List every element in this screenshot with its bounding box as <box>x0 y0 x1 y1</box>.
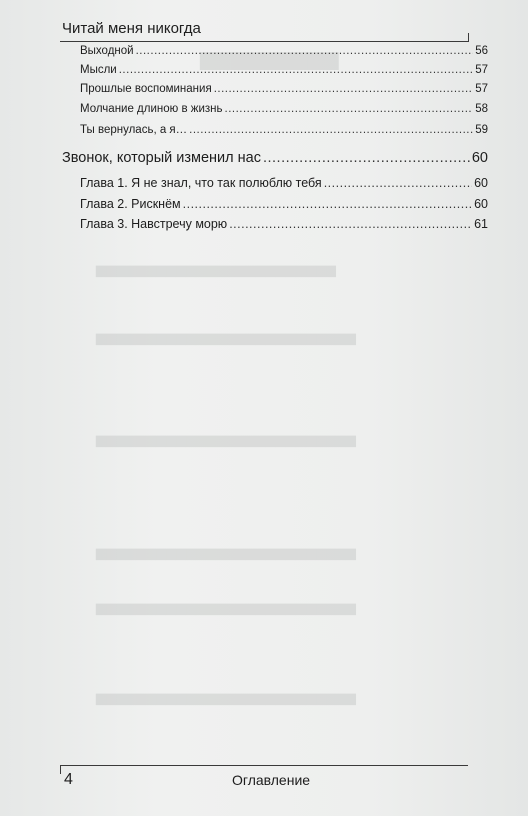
leader-dots <box>324 176 472 190</box>
toc-entry-page: 59 <box>475 124 488 136</box>
bleed-through-shadow: ▆▆▆▆▆▆▆▆▆▆▆▆▆▆▆▆▆▆▆▆▆▆▆▆▆▆ <box>96 432 356 447</box>
leader-dots <box>189 124 473 136</box>
leader-dots <box>183 197 472 211</box>
toc-entry-page: 56 <box>475 45 488 57</box>
bleed-through-shadow: ▆▆▆▆▆▆▆▆▆▆▆▆▆▆▆▆▆▆▆▆▆▆▆▆▆▆ <box>96 545 356 560</box>
running-footer-title: Оглавление <box>232 772 311 788</box>
toc-chapter-title: Звонок, который изменил нас <box>62 150 261 166</box>
bleed-through-shadow: ▆▆▆▆▆▆▆▆▆▆▆▆▆▆▆▆▆▆▆▆▆▆▆▆▆▆ <box>96 330 356 345</box>
toc-entry[interactable] <box>80 83 488 95</box>
leader-dots <box>229 217 472 231</box>
toc-entry-title: Глава 2. Рискнём <box>80 197 181 211</box>
bleed-through-shadow: ▆▆▆▆▆▆▆▆▆▆▆▆▆▆▆▆▆▆▆▆▆▆▆▆▆▆ <box>96 600 356 615</box>
bleed-through-shadow: ▆▆▆▆▆▆▆▆▆ <box>200 48 339 70</box>
leader-dots <box>136 45 474 57</box>
footer-rule-tick <box>60 765 61 774</box>
toc-entry-title: Глава 3. Навстречу морю <box>80 217 228 231</box>
toc-entry[interactable] <box>80 217 488 231</box>
leader-dots <box>263 150 470 166</box>
header-rule-tick <box>468 33 469 42</box>
toc-entry-page: 60 <box>474 176 488 190</box>
toc-entry[interactable] <box>80 197 488 211</box>
toc-chapter[interactable] <box>62 150 488 166</box>
toc-entry-page: 57 <box>475 64 488 76</box>
header-rule <box>60 41 468 42</box>
toc-entry[interactable] <box>80 103 488 115</box>
running-header-title: Читай меня никогда <box>62 20 201 37</box>
toc-entry[interactable] <box>80 176 488 190</box>
toc-entry[interactable] <box>80 124 488 136</box>
leader-dots <box>225 103 474 115</box>
toc-chapter-page: 60 <box>471 150 488 166</box>
footer-rule <box>60 765 468 766</box>
toc-entry-page: 57 <box>475 83 488 95</box>
toc-entry-title: Глава 1. Я не знал, что так полюблю тебя <box>80 176 322 190</box>
toc-entry[interactable] <box>80 45 488 57</box>
leader-dots <box>214 83 474 95</box>
page-number: 4 <box>64 771 73 788</box>
toc-entry-page: 60 <box>474 197 488 211</box>
bleed-through-shadow: ▆▆▆▆▆▆▆▆▆▆▆▆▆▆▆▆▆▆▆▆▆▆▆▆ <box>96 262 336 277</box>
toc-entry-title: Молчание длиною в жизнь <box>80 103 223 115</box>
toc-entry-title: Мысли <box>80 64 117 76</box>
toc-entry-title: Ты вернулась, а я… <box>80 124 188 136</box>
toc-entry[interactable] <box>80 64 488 76</box>
toc-entry-title: Прошлые воспоминания <box>80 83 212 95</box>
leader-dots <box>119 64 473 76</box>
toc-entry-title: Выходной <box>80 45 134 57</box>
toc-entry-page: 58 <box>475 103 488 115</box>
bleed-through-shadow: ▆▆▆▆▆▆▆▆▆▆▆▆▆▆▆▆▆▆▆▆▆▆▆▆▆▆ <box>96 690 356 705</box>
toc-entry-page: 61 <box>474 217 488 231</box>
